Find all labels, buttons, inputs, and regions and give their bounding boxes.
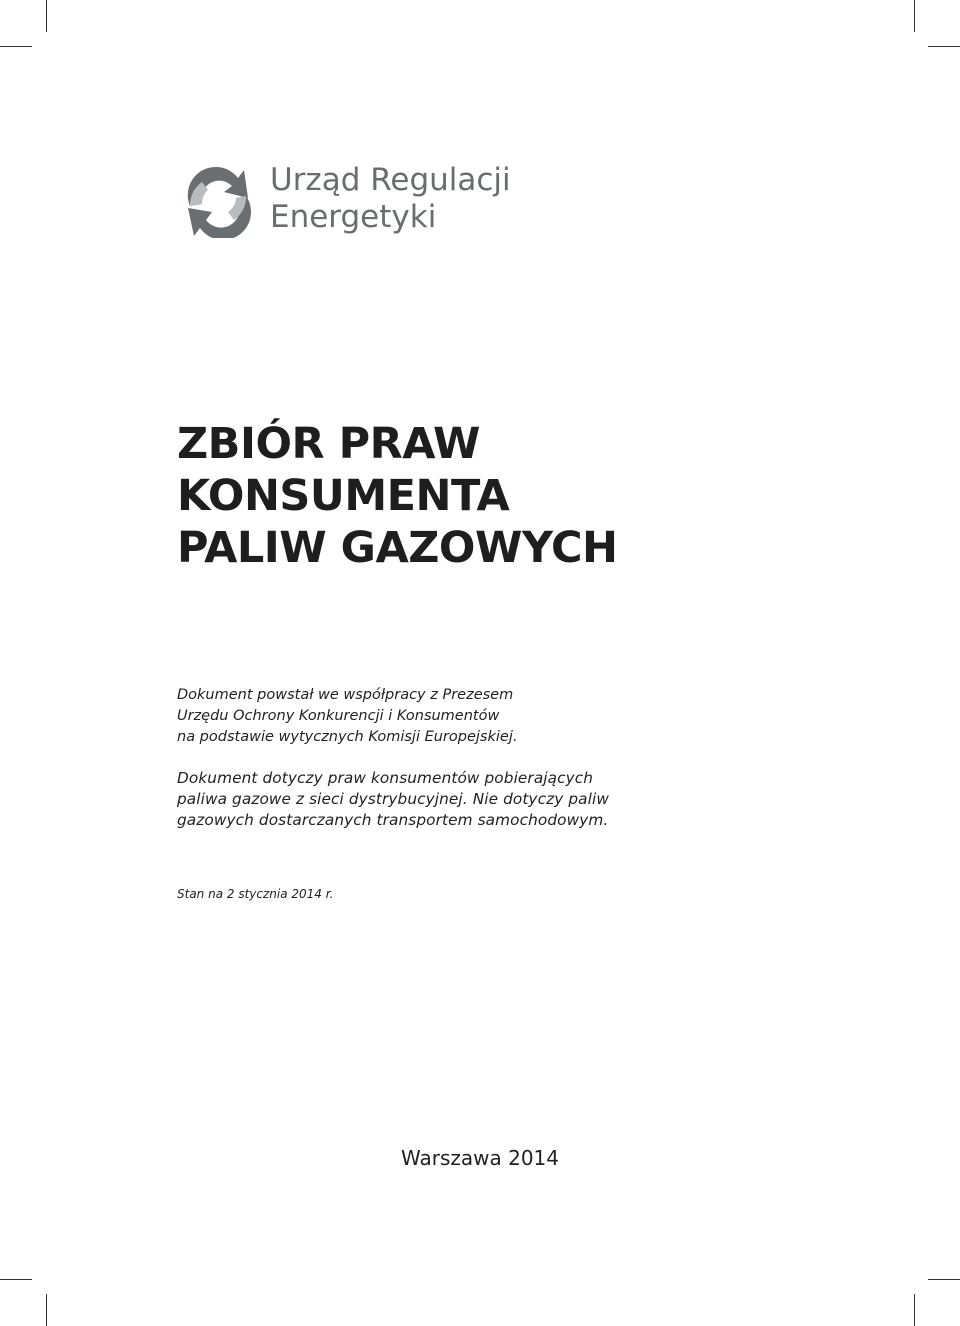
intro-line-1: Dokument powstał we współpracy z Prezesem — [177, 687, 514, 703]
crop-mark-bottom-right-horizontal — [928, 1279, 960, 1280]
scope-line-2: paliwa gazowe z sieci dystrybucyjnej. Nie dotyczy paliw — [177, 790, 609, 808]
status-date: Stan na 2 stycznia 2014 r. — [177, 887, 334, 901]
crop-mark-bottom-left-horizontal — [0, 1279, 32, 1280]
circular-arrows-icon — [180, 162, 256, 238]
place-and-year: Warszawa 2014 — [400, 1146, 560, 1170]
logo-line-2: Energetyki — [270, 199, 437, 235]
logo-wordmark — [270, 162, 511, 236]
scope-line-1: Dokument dotyczy praw konsumentów pobierających — [177, 769, 594, 787]
crop-mark-top-right-vertical — [914, 0, 915, 32]
intro-line-3: na podstawie wytycznych Komisji Europejskiej. — [177, 729, 518, 745]
crop-mark-bottom-right-vertical — [914, 1294, 915, 1326]
intro-line-2: Urzędu Ochrony Konkurencji i Konsumentów — [177, 708, 500, 724]
crop-mark-top-right-horizontal — [928, 46, 960, 47]
title-line-1: ZBIÓR PRAW — [177, 419, 480, 469]
logo-line-1: Urząd Regulacji — [270, 162, 511, 198]
crop-mark-top-left-vertical — [46, 0, 47, 32]
ure-logo — [180, 162, 540, 242]
crop-mark-bottom-left-vertical — [46, 1294, 47, 1326]
scope-line-3: gazowych dostarczanych transportem samochodowym. — [177, 811, 609, 829]
title-line-2: KONSUMENTA — [177, 471, 510, 521]
intro-paragraph — [177, 685, 517, 748]
title-line-3: PALIW GAZOWYCH — [177, 523, 618, 573]
crop-mark-top-left-horizontal — [0, 46, 32, 47]
scope-paragraph — [177, 768, 609, 831]
document-title — [177, 418, 618, 574]
